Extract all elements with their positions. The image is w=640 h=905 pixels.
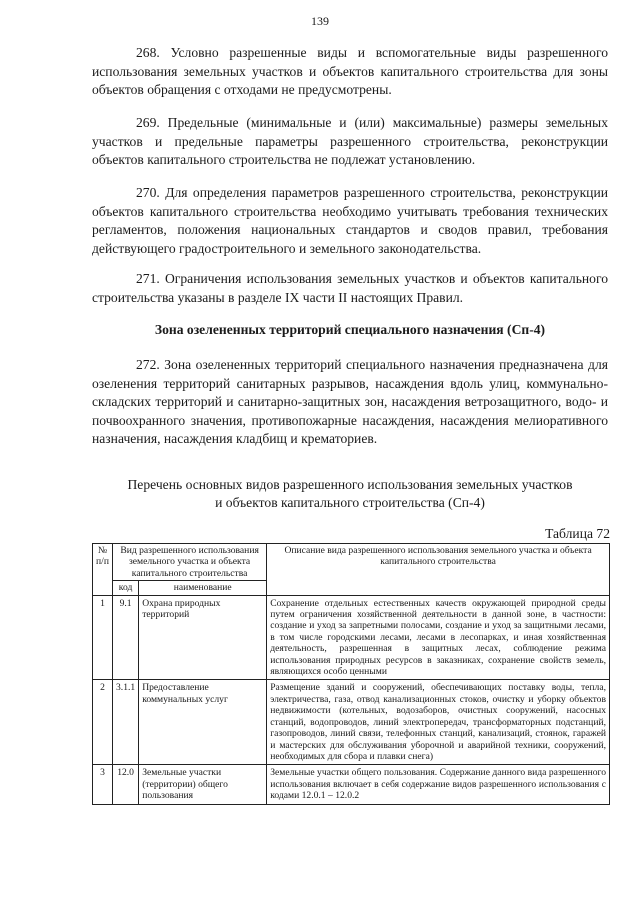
paragraph-270 [92, 184, 608, 258]
header-desc: Описание вида разрешенного использования земельного участка и объекта капитального строительства [267, 544, 610, 596]
cell-name: Земельные участки (территории) общего пользования [139, 765, 267, 804]
cell-num: 2 [93, 680, 113, 765]
table-caption: Таблица 72 [545, 526, 610, 541]
cell-desc: Размещение зданий и сооружений, обеспечивающих поставку воды, тепла, электричества, газа, отвод канализационных стоков, очистку и уборку объектов недвижимости (котельных, водозаборов, очистных сооружений, насосных станций, водопроводов, линий электропередач, трансформаторных подстанций, газопроводов, линий связи, телефонных станций, канализаций, стоянок, гаражей и мастерских для обслуживания уборочной и аварийной техники, сооружений, необходимых для сбора и плавки снега) [267, 680, 610, 765]
paragraph-number: 271. [136, 271, 160, 286]
paragraph-text: Условно разрешенные виды и вспомогательные виды разрешенного использования земельных участков и объектов капитального строительства для зоны объектов обращения с отходами не предусмотрены. [92, 45, 608, 97]
header-num: № п/п [93, 544, 113, 596]
cell-desc: Сохранение отдельных естественных качеств окружающей природной среды путем ограничения хозяйственной деятельности в данной зоне, в частности: создание и уход за запретными полосами, создание и уход за защитными лесами, в том числе городскими лесами, лесами в лесопарках, и иная хозяйственная деятельность, разрешенная в защитных лесах, соблюдение режима использования природных ресурсов в заказниках, сохранение свойств земель, являющихся особо ценными [267, 595, 610, 680]
cell-name: Охрана природных территорий [139, 595, 267, 680]
table-row [93, 765, 610, 804]
paragraph-268 [92, 44, 608, 100]
paragraph-number: 270. [136, 185, 160, 200]
uses-table [92, 543, 610, 805]
table-header-row [93, 544, 610, 581]
table-row [93, 595, 610, 680]
cell-num: 1 [93, 595, 113, 680]
list-title-line: и объектов капитального строительства (Сп-4) [215, 495, 485, 510]
cell-name: Предоставление коммунальных услуг [139, 680, 267, 765]
header-code: код [113, 581, 139, 595]
paragraph-text: Зона озелененных территорий специального назначения предназначена для озеленения территорий санитарных разрывов, насаждения вдоль улиц, коммунально-складских территорий и санитарно-защитных зон, насаждения ветрозащитного, водо- и почвоохранного значения, противопожарные насаждения, насаждения мелиоративного назначения, насаждения кладбищ и крематориев. [92, 357, 608, 446]
header-kind: Вид разрешенного использования земельного участка и объекта капитального строительства [113, 544, 267, 581]
paragraph-number: 272. [136, 357, 160, 372]
paragraph-272 [92, 356, 608, 449]
header-name: наименование [139, 581, 267, 595]
cell-code: 9.1 [113, 595, 139, 680]
page-number: 139 [311, 14, 329, 28]
cell-desc: Земельные участки общего пользования. Содержание данного вида разрешенного использования включает в себя содержание видов разрешенного использования с кодами 12.0.1 – 12.0.2 [267, 765, 610, 804]
paragraph-number: 269. [136, 115, 160, 130]
paragraph-text: Для определения параметров разрешенного строительства, реконструкции объектов капитального строительства необходимо учитывать требования технических регламентов, положения национальных стандартов и сводов правил, требования действующего градостроительного и земельного законодательства. [92, 185, 608, 256]
cell-code: 3.1.1 [113, 680, 139, 765]
paragraph-text: Ограничения использования земельных участков и объектов капитального строительства указаны в разделе IX части II настоящих Правил. [92, 271, 608, 305]
paragraph-text: Предельные (минимальные и (или) максимальные) размеры земельных участков и предельные параметры разрешенного строительства, реконструкции объектов капитального строительства не подлежат установлению. [92, 115, 608, 167]
cell-code: 12.0 [113, 765, 139, 804]
paragraph-271 [92, 270, 608, 307]
list-title [92, 476, 608, 512]
paragraph-number: 268. [136, 45, 160, 60]
list-title-line: Перечень основных видов разрешенного использования земельных участков [127, 477, 573, 492]
table-row [93, 680, 610, 765]
cell-num: 3 [93, 765, 113, 804]
section-title: Зона озелененных территорий специального назначения (Сп-4) [154, 322, 546, 337]
paragraph-269 [92, 114, 608, 170]
